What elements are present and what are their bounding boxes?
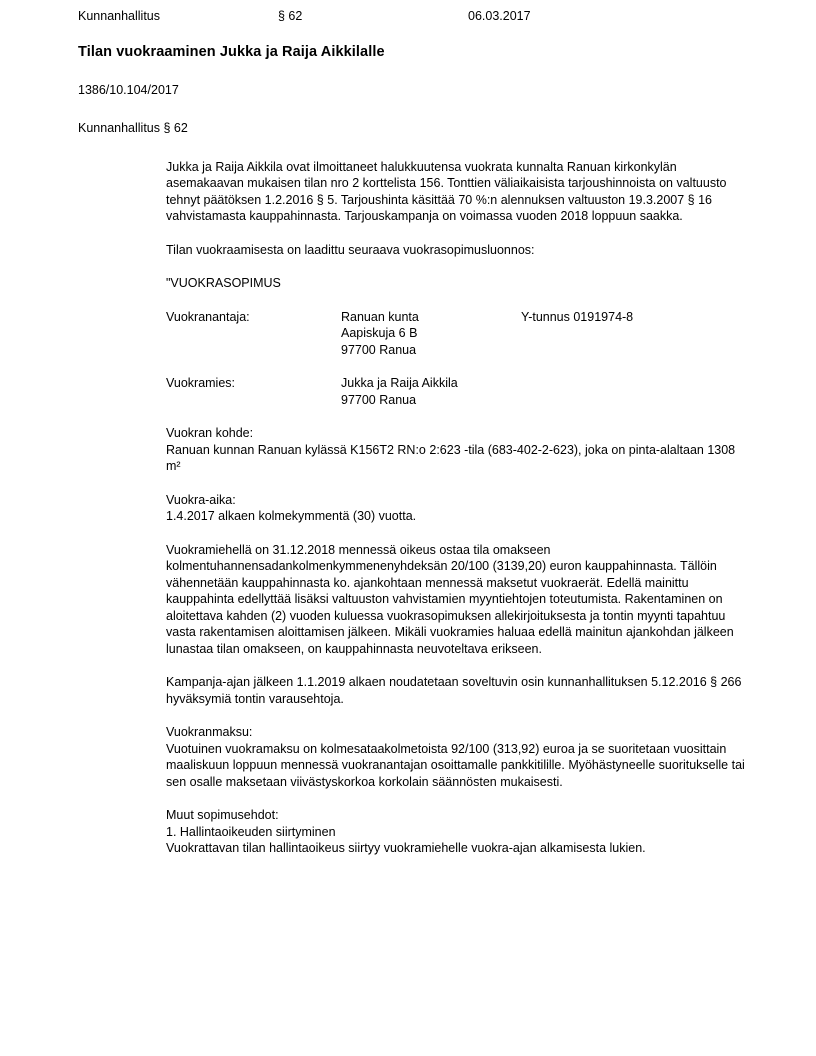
period-section — [166, 492, 746, 525]
purchase-paragraph: Vuokramiehellä on 31.12.2018 mennessä oikeus ostaa tila omakseen kolmentuhannensadankolmenkymmenenyhdeksän 20/100 (3139,20) euron kauppahinnasta. Tällöin vähennetään kauppahinnasta ko. ajankohtaan mennessä maksetut vuokraerät. Edellä mainittu kauppahinta edellyttää lisäksi valtuuston vahvistamien myyntiehtojen toteutumista. Rakentaminen on aloitettava kahden (2) vuoden kuluessa vuokrasopimuksen allekirjoituksesta ja tontin myynti tapahtuu vasta rakentamisen aloittamisen jälkeen. Mikäli vuokramies haluaa edellä mainitun ajankohdan jälkeen lunastaa tilan omakseen, on kauppahinnasta neuvoteltava erikseen. — [166, 542, 734, 656]
other-terms-label: Muut sopimusehdot: — [166, 808, 279, 823]
lessor-label: Vuokranantaja: — [166, 309, 250, 324]
lessor-address-line-3: 97700 Ranua — [341, 342, 417, 357]
rent-label: Vuokranmaksu: — [166, 725, 253, 740]
header-organ: Kunnanhallitus — [78, 9, 161, 23]
lessor-row — [166, 309, 770, 359]
lessee-address — [341, 375, 521, 408]
contract-heading: "VUOKRASOPIMUS — [166, 276, 281, 291]
document-header — [78, 8, 770, 25]
header-date: 06.03.2017 — [468, 9, 531, 23]
lessee-address-line-1: Jukka ja Raija Aikkila — [341, 376, 458, 391]
draft-paragraph: Tilan vuokraamisesta on laadittu seuraava vuokrasopimusluonnos: — [166, 242, 535, 257]
lessee-label: Vuokramies: — [166, 376, 236, 391]
object-text: Ranuan kunnan Ranuan kylässä K156T2 RN:o 2:623 -tila (683-402-2-623), joka on pinta-alaltaan 1308 m² — [166, 442, 736, 474]
object-label: Vuokran kohde: — [166, 426, 254, 441]
campaign-paragraph: Kampanja-ajan jälkeen 1.1.2019 alkaen noudatetaan soveltuvin osin kunnanhallituksen 5.12.2016 § 266 hyväksymiä tontin varausehtoja. — [166, 675, 742, 706]
lessor-business-id: Y-tunnus 0191974-8 — [521, 309, 634, 324]
period-text: 1.4.2017 alkaen kolmekymmentä (30) vuotta. — [166, 509, 417, 524]
document-body — [166, 159, 770, 857]
period-label: Vuokra-aika: — [166, 492, 236, 507]
lessor-address — [341, 309, 521, 359]
object-section — [166, 425, 746, 475]
lessee-row — [166, 375, 770, 408]
intro-paragraph: Jukka ja Raija Aikkila ovat ilmoittaneet halukkuutensa vuokrata kunnalta Ranuan kirkonkylän asemakaavan mukaisen tilan nro 2 korttelista 156. Tonttien väliaikaisista tarjoushinnoista on valtuusto tehnyt päätöksen 1.2.2016 § 5. Tarjoushinta käsittää 70 %:n alennuksen valtuuston 19.3.2007 § 16 vahvistamasta kauppahinnasta. Tarjouskampanja on voimassa vuoden 2018 loppuun saakka. — [166, 159, 727, 224]
organ-section-line: Kunnanhallitus § 62 — [78, 121, 188, 136]
other-terms-section — [166, 807, 746, 857]
rent-text: Vuotuinen vuokramaksu on kolmesataakolmetoista 92/100 (313,92) euroa ja se suoritetaan vuosittain maaliskuun loppuun mennessä vuokranantajan osoittamalle pankkitilille. Myöhästyneelle suoritukselle tai sen osalle maksetaan viivästyskorkoa korkolain säännösten mukaisesti. — [166, 741, 745, 789]
document-reference: 1386/10.104/2017 — [78, 82, 179, 97]
lessee-address-line-2: 97700 Ranua — [341, 392, 417, 407]
other-terms-item-1: 1. Hallintaoikeuden siirtyminen — [166, 824, 336, 839]
rent-section — [166, 724, 746, 790]
other-terms-item-1-text: Vuokrattavan tilan hallintaoikeus siirtyy vuokramiehelle vuokra-ajan alkamisesta lukien. — [166, 841, 646, 856]
header-section-number: § 62 — [278, 9, 303, 23]
lessor-address-line-1: Ranuan kunta — [341, 309, 419, 324]
page-title: Tilan vuokraaminen Jukka ja Raija Aikkilalle — [78, 43, 385, 60]
lessor-address-line-2: Aapiskuja 6 B — [341, 326, 418, 341]
